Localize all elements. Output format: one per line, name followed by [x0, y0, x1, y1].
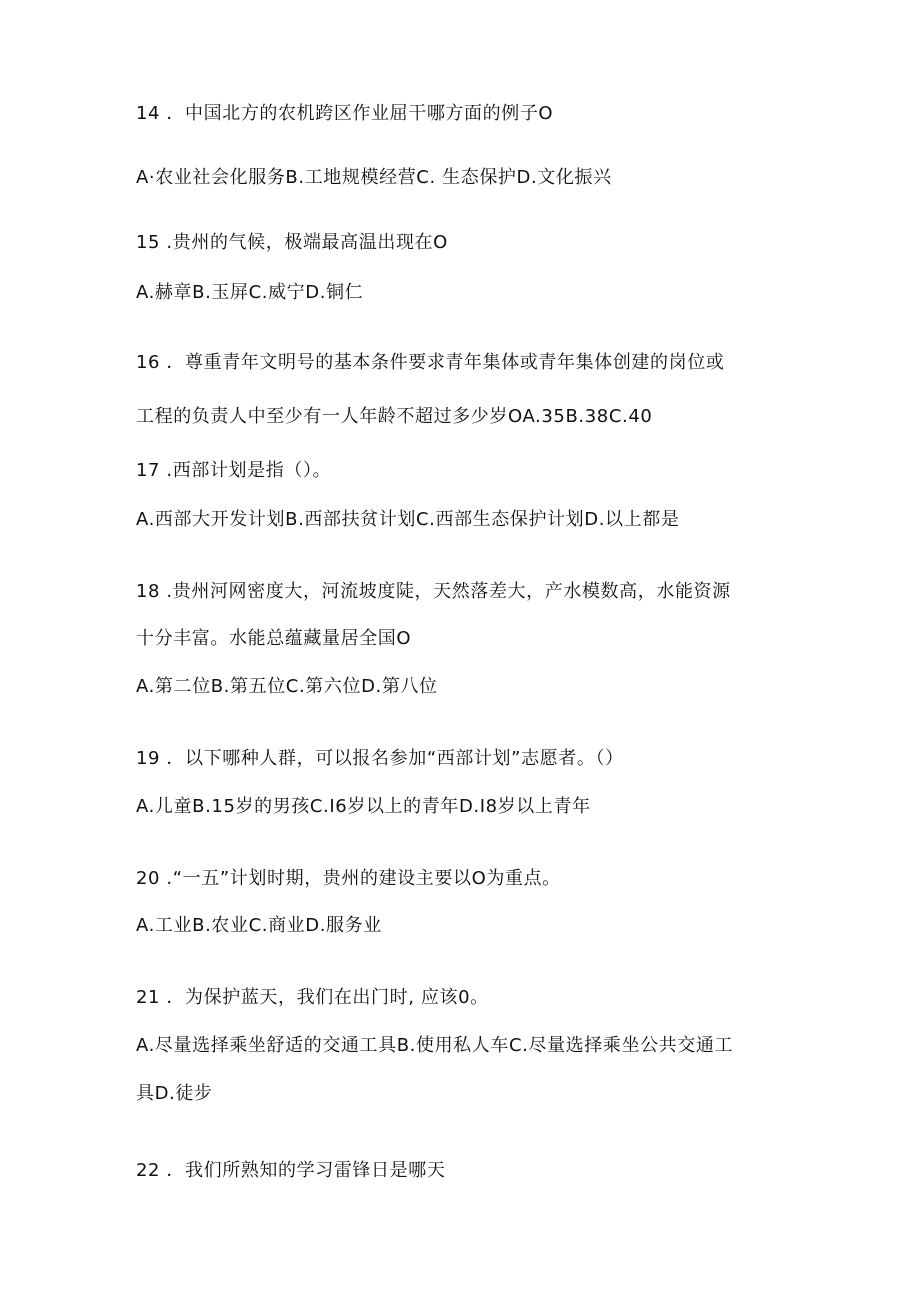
question-16-text-cont: 工程的负责人中至少有一人年龄不超过多少岁OA.35B.38C.40	[136, 406, 653, 427]
question-21-text: 21 ．为保护蓝天，我们在出门时, 应该0。	[136, 987, 489, 1008]
question-19-options: A.儿童B.15岁的男孩C.I6岁以上的青年D.I8岁以上青年	[136, 796, 591, 817]
question-14-options: A·农业社会化服务B.工地规模经营C. 生态保护D.文化振兴	[136, 167, 612, 188]
question-19-text: 19 ．以下哪种人群，可以报名参加“西部计划”志愿者。（）	[136, 748, 624, 769]
question-14-text: 14 ．中国北方的农机跨区作业屈干哪方面的例子O	[136, 103, 554, 124]
question-18-text-cont: 十分丰富。水能总蕴藏量居全国O	[136, 628, 412, 649]
question-15-options: A.赫章B.玉屏C.威宁D.铜仁	[136, 282, 364, 303]
question-18-options: A.第二位B.第五位C.第六位D.第八位	[136, 676, 438, 697]
question-22-text: 22 ．我们所熟知的学习雷锋日是哪天	[136, 1160, 446, 1181]
question-20-text: 20 .“一五”计划时期，贵州的建设主要以O为重点。	[136, 868, 561, 889]
question-20-options: A.工业B.农业C.商业D.服务业	[136, 915, 382, 936]
question-21-options: A.尽量选择乘坐舒适的交通工具B.使用私人车C.尽量选择乘坐公共交通工	[136, 1035, 734, 1056]
question-17-text: 17 .西部计划是指（）。	[136, 460, 332, 481]
question-16-text: 16 ．尊重青年文明号的基本条件要求青年集体或青年集体创建的岗位或	[136, 352, 725, 373]
question-18-text: 18 .贵州河网密度大，河流坡度陡，天然落差大，产水模数高，水能资源	[136, 581, 731, 602]
question-21-options-cont: 具D.徒步	[136, 1083, 213, 1104]
question-17-options: A.西部大开发计划B.西部扶贫计划C.西部生态保护计划D.以上都是	[136, 509, 680, 530]
question-15-text: 15 .贵州的气候，极端最高温出现在O	[136, 232, 448, 253]
